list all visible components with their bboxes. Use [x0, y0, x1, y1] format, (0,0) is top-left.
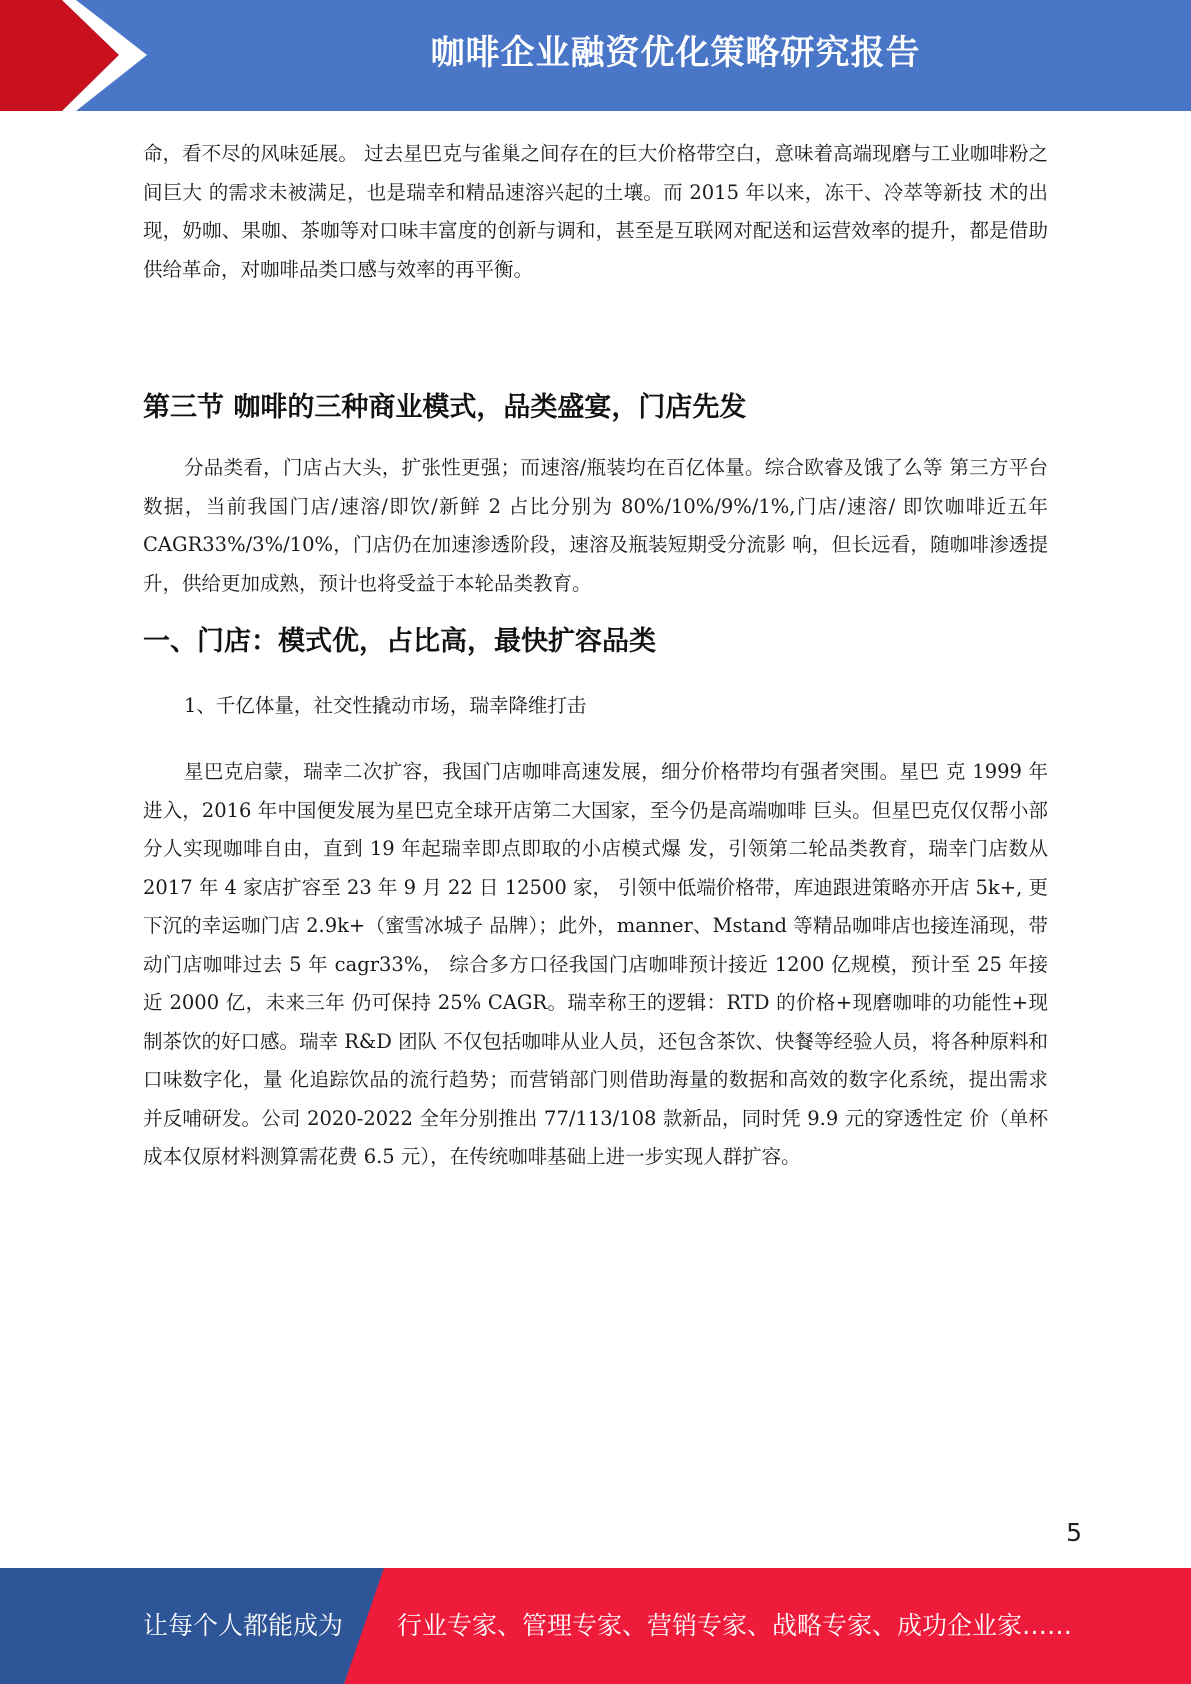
- document-title: 咖啡企业融资优化策略研究报告: [430, 33, 921, 73]
- header-arrow-icon: [0, 0, 160, 111]
- page-number: 5: [1066, 1518, 1082, 1547]
- document-body: [143, 135, 1048, 1177]
- paragraph-store-coffee: 星巴克启蒙，瑞幸二次扩容，我国门店咖啡高速发展，细分价格带均有强者突围。星巴 克 1999 年进入，2016 年中国便发展为星巴克全球开店第二大国家，至今仍是高端咖啡 巨头。但星巴克仅仅帮小部分人实现咖啡自由，直到 19 年起瑞幸即点即取的小店模式爆 发，引领第二轮品类教育，瑞幸门店数从 2017 年 4 家店扩容至 23 年 9 月 22 日 12500 家， 引领中低端价格带，库迪跟进策略亦开店 5k+, 更下沉的幸运咖门店 2.9k+（蜜雪冰城子 品牌）；此外，manner、Mstand 等精品咖啡店也接连涌现，带动门店咖啡过去 5 年 cagr33%， 综合多方口径我国门店咖啡预计接近 1200 亿规模，预计至 25 年接近 2000 亿，未来三年 仍可保持 25% CAGR。瑞幸称王的逻辑：RTD 的价格+现磨咖啡的功能性+现制茶饮的好口感。瑞幸 R&D 团队 不仅包括咖啡从业人员，还包含茶饮、快餐等经验人员，将各种原料和口味数字化，量 化追踪饮品的流行趋势；而营销部门则借助海量的数据和高效的数字化系统，提出需求 并反哺研发。公司 2020-2022 全年分别推出 77/113/108 款新品，同时凭 9.9 元的穿透性定 价（单杯成本仅原材料测算需花费 6.5 元），在传统咖啡基础上进一步实现人群扩容。: [143, 760, 1048, 1168]
- paragraph-intro-continued: 命，看不尽的风味延展。 过去星巴克与雀巢之间存在的巨大价格带空白，意味着高端现磨与工业咖啡粉之间巨大 的需求未被满足，也是瑞幸和精品速溶兴起的土壤。而 2015 年以来，冻干、冷萃等新技 术的出现，奶咖、果咖、茶咖等对口味丰富度的创新与调和，甚至是互联网对配送和运营效率的提升，都是借助供给革命，对咖啡品类口感与效率的再平衡。: [143, 142, 1048, 281]
- footer-slogan-left: 让每个人都能成为: [143, 1611, 344, 1640]
- footer-slogan-right: 行业专家、管理专家、营销专家、战略专家、成功企业家……: [397, 1611, 1073, 1640]
- paragraph-category-overview: 分品类看，门店占大头，扩张性更强；而速溶/瓶装均在百亿体量。综合欧睿及饿了么等 第三方平台数据，当前我国门店/速溶/即饮/新鲜 2 占比分别为 80%/10%/9%/1%,门店/速溶/ 即饮咖啡近五年 CAGR33%/3%/10%，门店仍在加速渗透阶段，速溶及瓶装短期受分流影 响，但长远看，随咖啡渗透提升，供给更加成熟，预计也将受益于本轮品类教育。: [143, 456, 1048, 595]
- section-heading: 第三节 咖啡的三种商业模式，品类盛宴，门店先发: [143, 392, 747, 423]
- page-header: [0, 0, 1191, 111]
- numbered-item-heading: 1、千亿体量，社交性撬动市场，瑞幸降维打击: [184, 694, 587, 717]
- page-footer: [0, 1568, 1191, 1684]
- subsection-heading: 一、门店：模式优，占比高，最快扩容品类: [143, 626, 656, 657]
